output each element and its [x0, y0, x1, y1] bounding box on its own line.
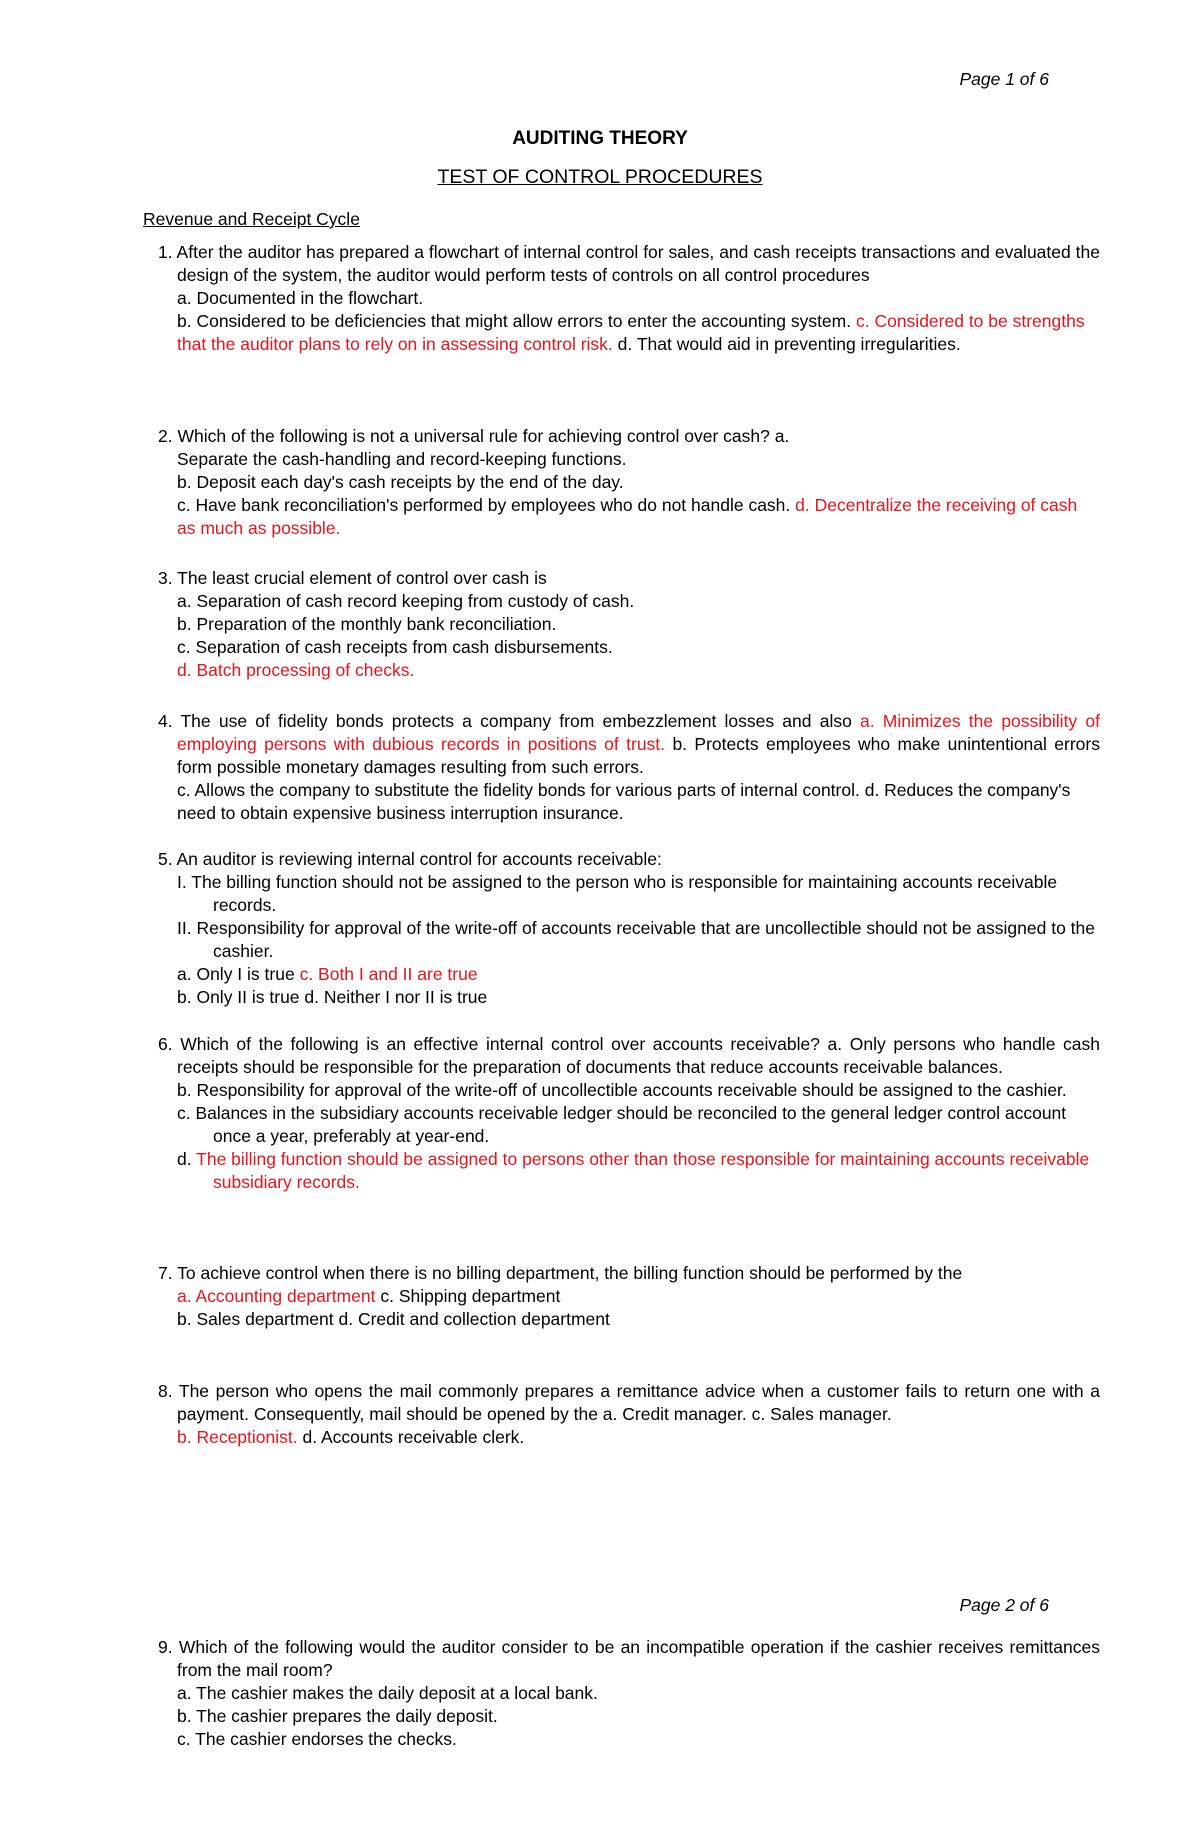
option-a: Separate the cash-handling and record-keeping functions.	[177, 449, 627, 469]
option-c: c. Have bank reconciliation's performed by employees who do not handle cash.	[177, 495, 791, 515]
answer-option-c: c. Both I and II are true	[299, 964, 478, 984]
question-stem: 5. An auditor is reviewing internal control for accounts receivable:	[158, 849, 662, 869]
question-stem: 3. The least crucial element of control over cash is	[158, 568, 547, 588]
option-bd	[177, 1426, 1100, 1449]
answer-option-d: d. Decentralize the receiving of cash as much as possible.	[177, 495, 1078, 538]
option-b: b. Protects employees who make unintentional errors form possible monetary damages resulting from such errors.	[177, 734, 1100, 777]
option-b: b. Responsibility for approval of the write-off of uncollectible accounts receivable should be assigned to the cashier.	[177, 1080, 1067, 1100]
option-b: b. Deposit each day's cash receipts by the end of the day.	[177, 472, 624, 492]
option-ac	[177, 1285, 1100, 1308]
option-d-label: d.	[177, 1149, 192, 1169]
option-bd: b. Only II is true d. Neither I nor II is true	[177, 987, 488, 1007]
option-d: d. That would aid in preventing irregularities.	[617, 334, 961, 354]
option-a: a. The cashier makes the daily deposit at a local bank.	[177, 1683, 598, 1703]
answer-option-d-text: The billing function should be assigned to persons other than those responsible for maintaining accounts receivable subsidiary records.	[196, 1149, 1090, 1192]
option-a: a. Documented in the flowchart.	[177, 288, 424, 308]
question-stem: 2. Which of the following is not a universal rule for achieving control over cash? a.	[158, 426, 790, 446]
option-c: c. Separation of cash receipts from cash disbursements.	[177, 637, 613, 657]
option-b: b. The cashier prepares the daily deposit.	[177, 1706, 498, 1726]
option-ac	[177, 963, 1100, 986]
answer-option-a: a. Minimizes the possibility of employing persons with dubious records in positions of trust.	[177, 711, 1100, 754]
option-a: a. Only I is true	[177, 964, 295, 984]
option-d: d. Accounts receivable clerk.	[302, 1427, 525, 1447]
option-bcd	[177, 310, 1100, 356]
option-cd: c. Allows the company to substitute the fidelity bonds for various parts of internal control. d. Reduces the company's need to obtain expensive business interruption insurance.	[177, 780, 1071, 823]
option-b: b. Considered to be deficiencies that might allow errors to enter the accounting system.	[177, 311, 852, 331]
question-8	[140, 1380, 1100, 1449]
option-a: a. Separation of cash record keeping from custody of cash.	[177, 591, 635, 611]
question-stem	[158, 710, 1100, 779]
option-bd: b. Sales department d. Credit and collection department	[177, 1309, 610, 1329]
statement-i: I. The billing function should not be assigned to the person who is responsible for maintaining accounts receivable records.	[177, 872, 1058, 915]
page-number-2: Page 2 of 6	[959, 1595, 1049, 1615]
question-stem: 9. Which of the following would the auditor consider to be an incompatible operation if the cashier receives remittances from the mail room?	[158, 1637, 1100, 1680]
page-number: Page 1 of 6	[959, 69, 1049, 89]
answer-option-d	[177, 1148, 1100, 1194]
question-text: 4. The use of fidelity bonds protects a company from embezzlement losses and also	[158, 711, 852, 731]
answer-option-c: c. Considered to be strengths that the auditor plans to rely on in assessing control risk.	[177, 311, 1085, 354]
question-7	[140, 1262, 1100, 1331]
statement-ii: II. Responsibility for approval of the write-off of accounts receivable that are uncollectible should not be assigned to the cashier.	[177, 918, 1095, 961]
question-stem: 7. To achieve control when there is no billing department, the billing function should be performed by the	[158, 1263, 963, 1283]
question-stem: 8. The person who opens the mail commonly prepares a remittance advice when a customer fails to return one with a payment. Consequently, mail should be opened by the a. Credit manager. c. Sales manager.	[158, 1381, 1100, 1424]
option-c: c. Shipping department	[380, 1286, 561, 1306]
question-2	[140, 425, 1100, 540]
document-title: AUDITING THEORY	[512, 128, 688, 149]
question-6	[140, 1033, 1100, 1194]
question-4	[140, 710, 1100, 825]
section-heading: Revenue and Receipt Cycle	[143, 209, 360, 229]
option-b: b. Preparation of the monthly bank reconciliation.	[177, 614, 557, 634]
option-cd	[177, 494, 1100, 540]
answer-option-a: a. Accounting department	[177, 1286, 376, 1306]
option-c: c. Balances in the subsidiary accounts receivable ledger should be reconciled to the general ledger control account once a year, preferably at year-end.	[177, 1103, 1067, 1146]
question-5	[140, 848, 1100, 1009]
question-1	[140, 241, 1100, 356]
answer-option-b: b. Receptionist.	[177, 1427, 298, 1447]
document-subtitle: TEST OF CONTROL PROCEDURES	[437, 166, 763, 188]
question-3	[140, 567, 1100, 682]
question-stem: 6. Which of the following is an effective internal control over accounts receivable? a. Only persons who handle cash receipts should be responsible for the preparation of documents that reduce accounts receivable balances.	[158, 1034, 1100, 1077]
answer-option-d: d. Batch processing of checks.	[177, 660, 415, 680]
question-9	[140, 1636, 1100, 1751]
option-c: c. The cashier endorses the checks.	[177, 1729, 457, 1749]
question-stem: 1. After the auditor has prepared a flowchart of internal control for sales, and cash receipts transactions and evaluated the design of the system, the auditor would perform tests of controls on all control procedures	[158, 242, 1100, 285]
